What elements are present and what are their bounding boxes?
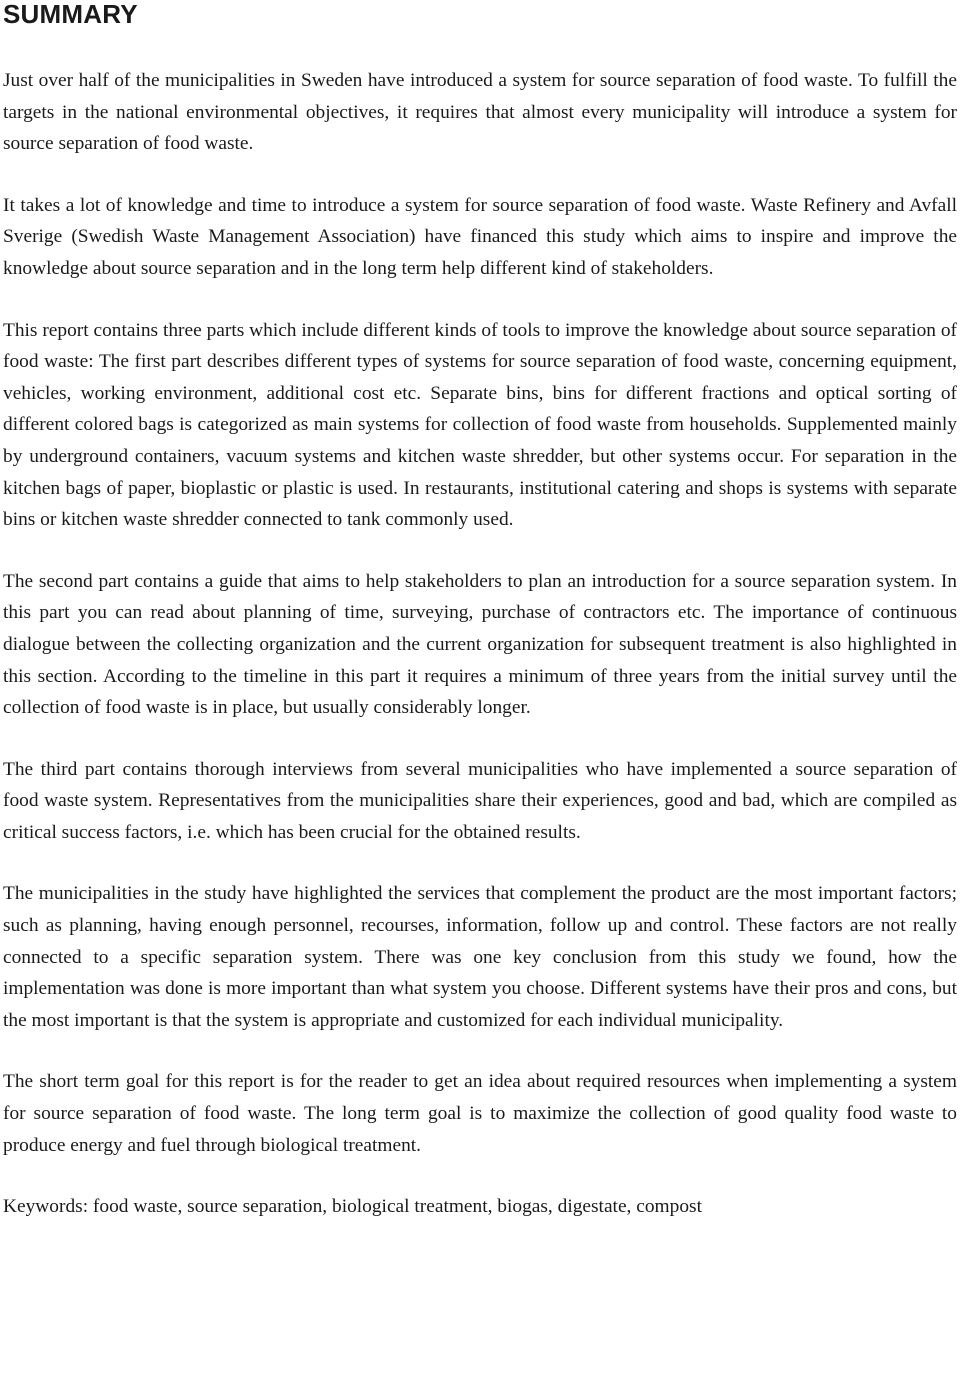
paragraph-part-one: This report contains three parts which include different kinds of tools to improve the knowledge about source separation of food waste: The first part describes different types of systems for source separation of food waste, concerning equipment, vehicles, working environment, additional cost etc. Separate bins, bins for different fractions and optical sorting of different colored bags is categorized as main systems for collection of food waste from households. Supplemented mainly by underground containers, vacuum systems and kitchen waste shredder, but other systems occur. For separation in the kitchen bags of paper, bioplastic or plastic is used. In restaurants, institutional catering and shops is systems with separate bins or kitchen waste shredder connected to tank commonly used. [3, 319, 957, 531]
keywords-line: Keywords: food waste, source separation, biological treatment, biogas, digestate, compost [3, 1196, 702, 1218]
section-heading: SUMMARY [3, 0, 138, 29]
paragraph-intro: Just over half of the municipalities in Sweden have introduced a system for source separation of food waste. To fulfill the targets in the national environmental objectives, it requires that almost every municipality will introduce a system for source separation of food waste. [3, 70, 957, 155]
paragraph-conclusion: The municipalities in the study have highlighted the services that complement the product are the most important factors; such as planning, having enough personnel, recourses, information, follow up and control. These factors are not really connected to a specific separation system. There was one key conclusion from this study we found, how the implementation was done is more important than what system you choose. Different systems have their pros and cons, but the most important is that the system is appropriate and customized for each individual municipality. [3, 883, 957, 1031]
paragraph-part-two: The second part contains a guide that aims to help stakeholders to plan an introduction for a source separation system. In this part you can read about planning of time, surveying, purchase of contractors etc. The importance of continuous dialogue between the collecting organization and the current organization for subsequent treatment is also highlighted in this section. According to the timeline in this part it requires a minimum of three years from the initial survey until the collection of food waste is in place, but usually considerably longer. [3, 570, 957, 719]
paragraph-goals: The short term goal for this report is for the reader to get an idea about required resources when implementing a system for source separation of food waste. The long term goal is to maximize the collection of good quality food waste to produce energy and fuel through biological treatment. [3, 1071, 957, 1156]
paragraph-part-three: The third part contains thorough interviews from several municipalities who have implemented a source separation of food waste system. Representatives from the municipalities share their experiences, good and bad, which are compiled as critical success factors, i.e. which has been crucial for the obtained results. [3, 758, 957, 843]
paragraph-knowledge: It takes a lot of knowledge and time to introduce a system for source separation of food waste. Waste Refinery and Avfall Sverige (Swedish Waste Management Association) have financed this study which aims to inspire and improve the knowledge about source separation and in the long term help different kind of stakeholders. [3, 194, 957, 279]
